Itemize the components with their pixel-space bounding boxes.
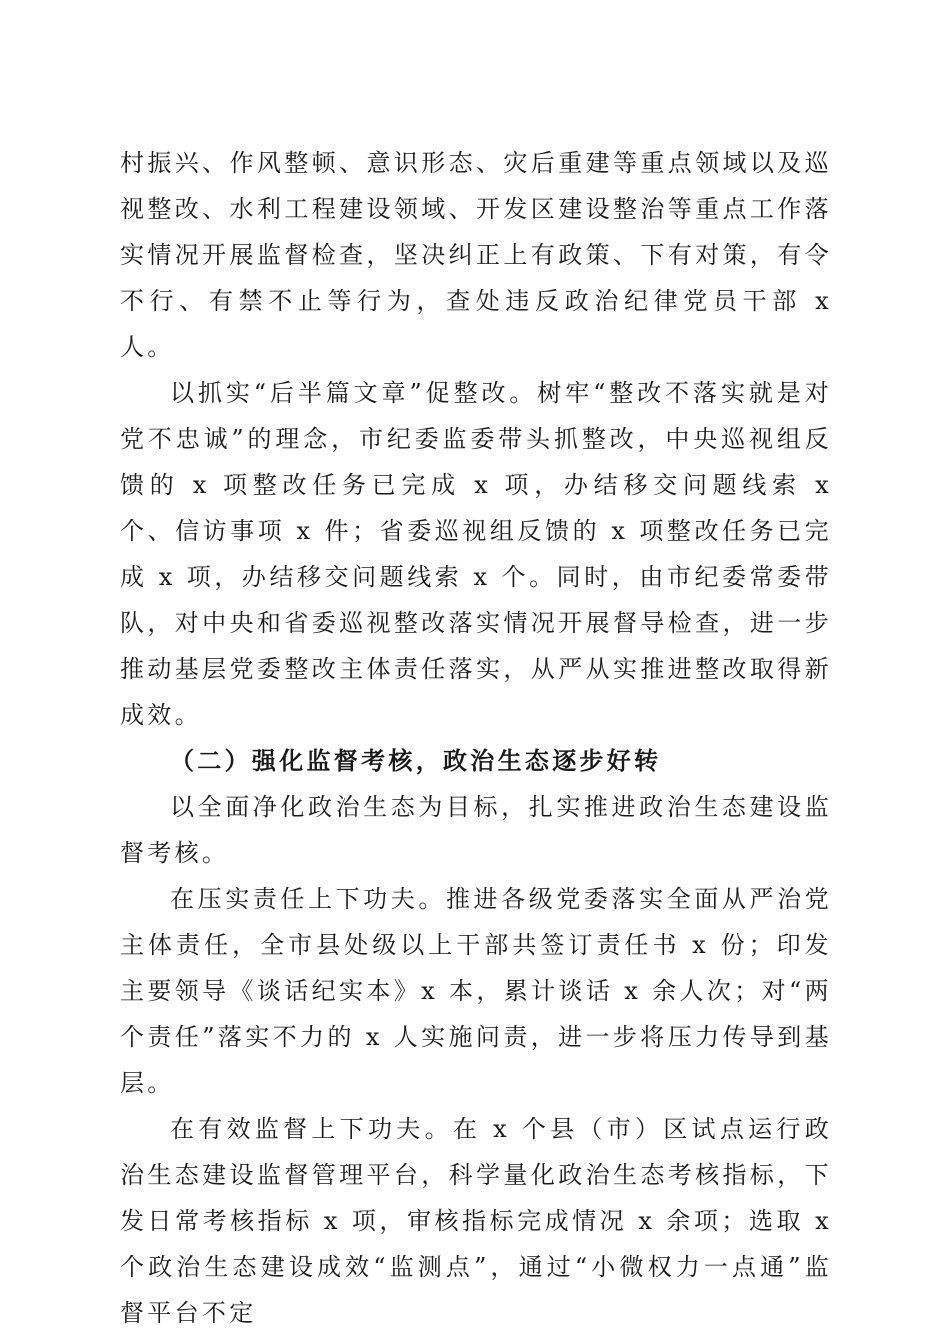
paragraph-continued: 村振兴、作风整顿、意识形态、灾后重建等重点领域以及巡视整改、水利工程建设领域、开发区建设整治等重点工作落实情况开展监督检查，坚决纠正上有政策、下有对策，有令不行、有禁不止等行为，查处违反政治纪律党员干部 x 人。 [120, 149, 832, 361]
paragraph-responsibility: 在压实责任上下功夫。推进各级党委落实全面从严治党主体责任，全市县处级以上干部共签订责任书 x 份；印发主要领导《谈话纪实本》x 本，累计谈话 x 余人次；对“两个责任”落实不力的 x 人实施问责，进一步将压力传导到基层。 [120, 885, 832, 1097]
paragraph-goal: 以全面净化政治生态为目标，扎实推进政治生态建设监督考核。 [120, 793, 832, 867]
paragraph-rectification: 以抓实“后半篇文章”促整改。树牢“整改不落实就是对党不忠诚”的理念，市纪委监委带头抓整改，中央巡视组反馈的 x 项整改任务已完成 x 项，办结移交问题线索 x 个、信访事项 x 件；省委巡视组反馈的 x 项整改任务已完成 x 项，办结移交问题线索 x 个。同时，由市纪委常委带队，对中央和省委巡视整改落实情况开展督导检查，进一步推动基层党委整改主体责任落实，从严从实推进整改取得新成效。 [120, 379, 832, 729]
document-body [120, 140, 832, 1336]
section-heading: （二）强化监督考核，政治生态逐步好转 [170, 746, 662, 775]
paragraph-supervision: 在有效监督上下功夫。在 x 个县（市）区试点运行政治生态建设监督管理平台，科学量化政治生态考核指标，下发日常考核指标 x 项，审核指标完成情况 x 余项；选取 x 个政治生态建设成效“监测点”，通过“小微权力一点通”监督平台不定 [120, 1115, 832, 1327]
